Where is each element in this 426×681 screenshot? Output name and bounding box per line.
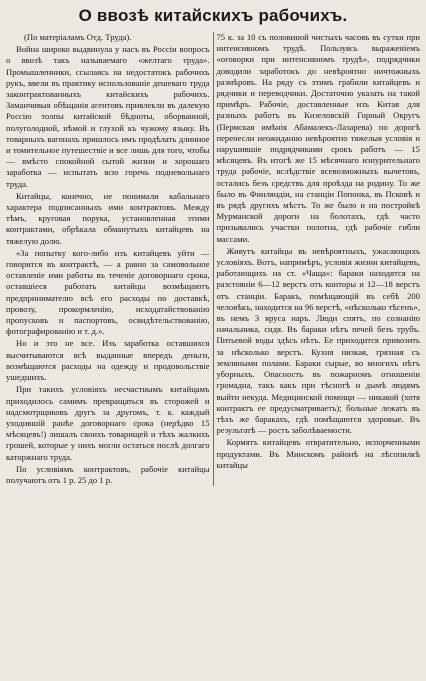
left-column [6,32,210,486]
paragraph: Живутъ китайцы въ невѣроятныхъ, ужасающихъ условіяхъ. Вотъ, напримѣръ, условія жизни китайцевъ, работающихъ на ст. «Чаща»: бараки находятся на разстояніи 6—12 верстъ отъ конторы и 12—18 верстъ отъ станціи. Баракъ, помѣщающій въ себѣ 200 человѣкъ, находится на 96 верстѣ, «нѣсколько тѣсенъ», въ немъ 3 яруса наръ. Люди спятъ, по сознанію начальника, сидя. Въ бараки нѣтъ печей безъ трубъ. Питьевой воды здѣсь нѣтъ. Ее приходится привозить за нѣсколько верстъ. Кухня низкая, грязная съ земляными полами. Бараки сырые, во многихъ нѣтъ уборныхъ. Опасность въ пожарномъ отношеніи громадна, такъ какъ при тѣснотѣ и дымѣ людямъ выйти некуда. Медицинской помощи — никакой (хотя контрактъ ее предусматриваетъ); больные лежатъ въ тѣхъ же баракахъ, гдѣ помѣщаются здоровые. Въ результатѣ — ростъ заболѣваемости. [216,245,420,436]
paragraph: Кормятъ китайцевъ отвратительно, испорченными продуктами. Въ Минскомъ районѣ на лѣсопилкѣ китайцы [216,437,420,470]
paragraph: Война широко выдвинула у насъ въ Россіи вопросъ о ввозѣ такъ называемаго «желтаго труда». Промышленники, ссылаясь на недостатокъ рабочихъ рукъ, ввели въ практику использованіе дешеваго труда законтрактованныхъ китайскихъ рабочихъ. Заманчивыя обѣщанія агентовъ привлекли въ далекую Россію толпы китайской бѣдноты, оборванной, полуголодной, нѣмой и глухой къ чужому языку. Въ товарныхъ вагонахъ пришлось имъ продѣлать длинное и томительное путешествіе и все лишь для того, чтобы — вмѣсто спокойной сытой жизни и хорошаго заработка — испытать всю горечь подневольнаго труда. [6,44,210,189]
column-divider [213,32,214,486]
paragraph: 75 к. за 10 съ половиной чистыхъ часовъ въ сутки при интенсивномъ трудѣ. Пользуясь выраженіемъ «оговорки при интенсивномъ трудѣ», подрядчики доводили заработокъ до невѣроятно ничтожныхъ размѣровъ. На ряду съ этимъ грабили китайцевъ и рядчики и переводчики. Достаточно указать на такой примѣръ. Рабочіе, доставленные изъ Китая для разныхъ работъ въ Кизеловскій Горный Округъ (Пермская имѣнія Абамалекъ-Лазарева) по дорогѣ перенесли неожиданно невѣроятно тяжелыя условія и нарушившіе подрядчиками срокъ работъ — 15 мѣсяцевъ. Въ итогѣ же 15 мѣсячнаго изнурительнаго труда рабочіе, вслѣдствіе всевозможныхъ вычетовъ, остались безъ средствъ для проѣзда на родину. То же было въ Финляндіи, на станціи Попонка, въ Псковѣ и въ рядѣ другихъ мѣстъ. То же было и на постройкѣ Мурманской дороги на болотахъ, гдѣ часто призывались участки полотна, гдѣ рабочіе гибли массами. [216,32,420,244]
article-columns [6,32,420,486]
paragraph: По условіямъ контрактовъ, рабочіе китайцы получаютъ отъ 1 р. 25 до 1 р. [6,463,210,485]
paragraph: При такихъ условіяхъ несчастнымъ китайцамъ приходилось самимъ превращаться въ сторожей и надсмотрщиковъ другъ за другомъ, т. к. каждый уходившій ранѣе договорнаго срока (нерѣдко 15 мѣсяцевъ!) лишалъ своихъ товарищей и тѣхъ жалкихъ грошей, которые у нихъ могли остаться послѣ долгаго каторжнаго труда. [6,384,210,462]
quote-paragraph: «За попытку кого-либо изъ китайцевъ уйти — говорится въ контрактѣ, — а равно за самовольное оставленіе ими работы въ теченіе договорнаго срока, оставшіеся работать китайцы возмѣщаютъ предпринимателю всѣ его расходы по доставкѣ, провозу, прокормленію, исходатайствованію пропусковъ и паспортовъ, освидѣтельствованію, фотографированію и т. д.». [6,247,210,337]
article-title: О ввозѣ китайскихъ рабочихъ. [78,6,348,25]
right-column [216,32,420,471]
paragraph: Но и это не все. Изъ заработка оставшихся высчитываются всѣ выданные впередъ деньги, возмѣщаются расходы на одежду и продовольствіе ушедшихъ. [6,338,210,383]
paragraph: Китайцы, конечно, не понимали кабальнаго характера подписанныхъ ими контрактовъ. Между тѣмъ, круговая порука, установленная этими контрактами, обрѣкала обманутыхъ китайцевъ на тяжелую долю. [6,190,210,246]
article-subtitle: (По матеріаламъ Отд. Труда). [24,32,132,42]
